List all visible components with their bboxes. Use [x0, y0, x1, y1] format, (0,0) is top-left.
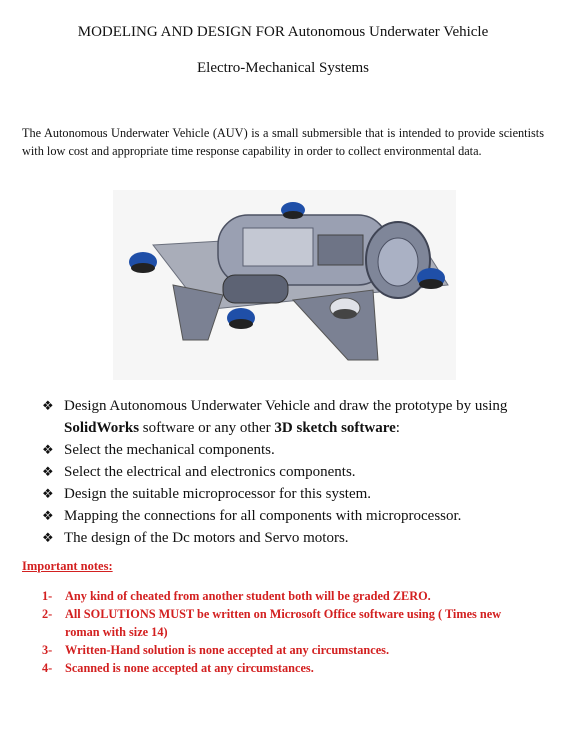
- thruster-bottom: [227, 308, 255, 329]
- diamond-bullet-icon: ❖: [42, 398, 54, 413]
- frame-leg-left: [173, 285, 223, 340]
- task-item: ❖ Design the suitable microprocessor for this system.: [42, 483, 542, 505]
- camera-window: [378, 238, 418, 286]
- electronics-bay: [243, 228, 313, 266]
- battery-pack: [318, 235, 363, 265]
- note-item: [42, 659, 532, 677]
- auv-drawing: [113, 190, 456, 380]
- task-item: ❖ Mapping the connections for all components with microprocessor.: [42, 505, 542, 527]
- note-number: 4-: [42, 661, 53, 675]
- diamond-bullet-icon: ❖: [42, 530, 54, 545]
- task-item: ❖ The design of the Dc motors and Servo motors.: [42, 527, 542, 549]
- note-item: [42, 587, 532, 605]
- auv-illustration: [113, 190, 456, 380]
- diamond-bullet-icon: ❖: [42, 508, 54, 523]
- diamond-bullet-icon: ❖: [42, 442, 54, 457]
- document-title: MODELING AND DESIGN FOR Autonomous Underwater Vehicle: [77, 24, 489, 40]
- notes-list: [42, 587, 532, 677]
- note-text: Scanned is none accepted at any circumstances.: [65, 661, 314, 675]
- thruster-bottom-right: [330, 298, 360, 319]
- note-item: [42, 641, 532, 659]
- note-number: 3-: [42, 643, 53, 657]
- thruster-right: [417, 268, 445, 289]
- diamond-bullet-icon: ❖: [42, 486, 54, 501]
- task-item: ❖ Select the electrical and electronics components.: [42, 461, 542, 483]
- task-list: [42, 395, 542, 549]
- note-item: [42, 605, 532, 641]
- note-text: Written-Hand solution is none accepted at any circumstances.: [65, 643, 390, 657]
- note-number: 1-: [42, 589, 53, 603]
- note-text: All SOLUTIONS MUST be written on Microsoft Office software using ( Times new roman with size 14): [65, 607, 502, 639]
- note-text: Any kind of cheated from another student both will be graded ZERO.: [65, 589, 431, 603]
- intro-paragraph: The Autonomous Underwater Vehicle (AUV) is a small submersible that is intended to provide scientists with low cost and appropriate time response capability in order to collect environmental data.: [22, 126, 544, 158]
- note-number: 2-: [42, 607, 53, 621]
- thruster-left: [129, 252, 157, 273]
- lower-cylinder: [223, 275, 288, 303]
- thruster-top: [281, 202, 305, 219]
- diamond-bullet-icon: ❖: [42, 464, 54, 479]
- notes-heading: Important notes:: [22, 559, 113, 573]
- task-item: ❖ Select the mechanical components.: [42, 439, 542, 461]
- document-subtitle: Electro-Mechanical Systems: [196, 60, 370, 76]
- task-item: ❖ Design Autonomous Underwater Vehicle and draw the prototype by using SolidWorks software or any other 3D sketch software:: [42, 395, 542, 439]
